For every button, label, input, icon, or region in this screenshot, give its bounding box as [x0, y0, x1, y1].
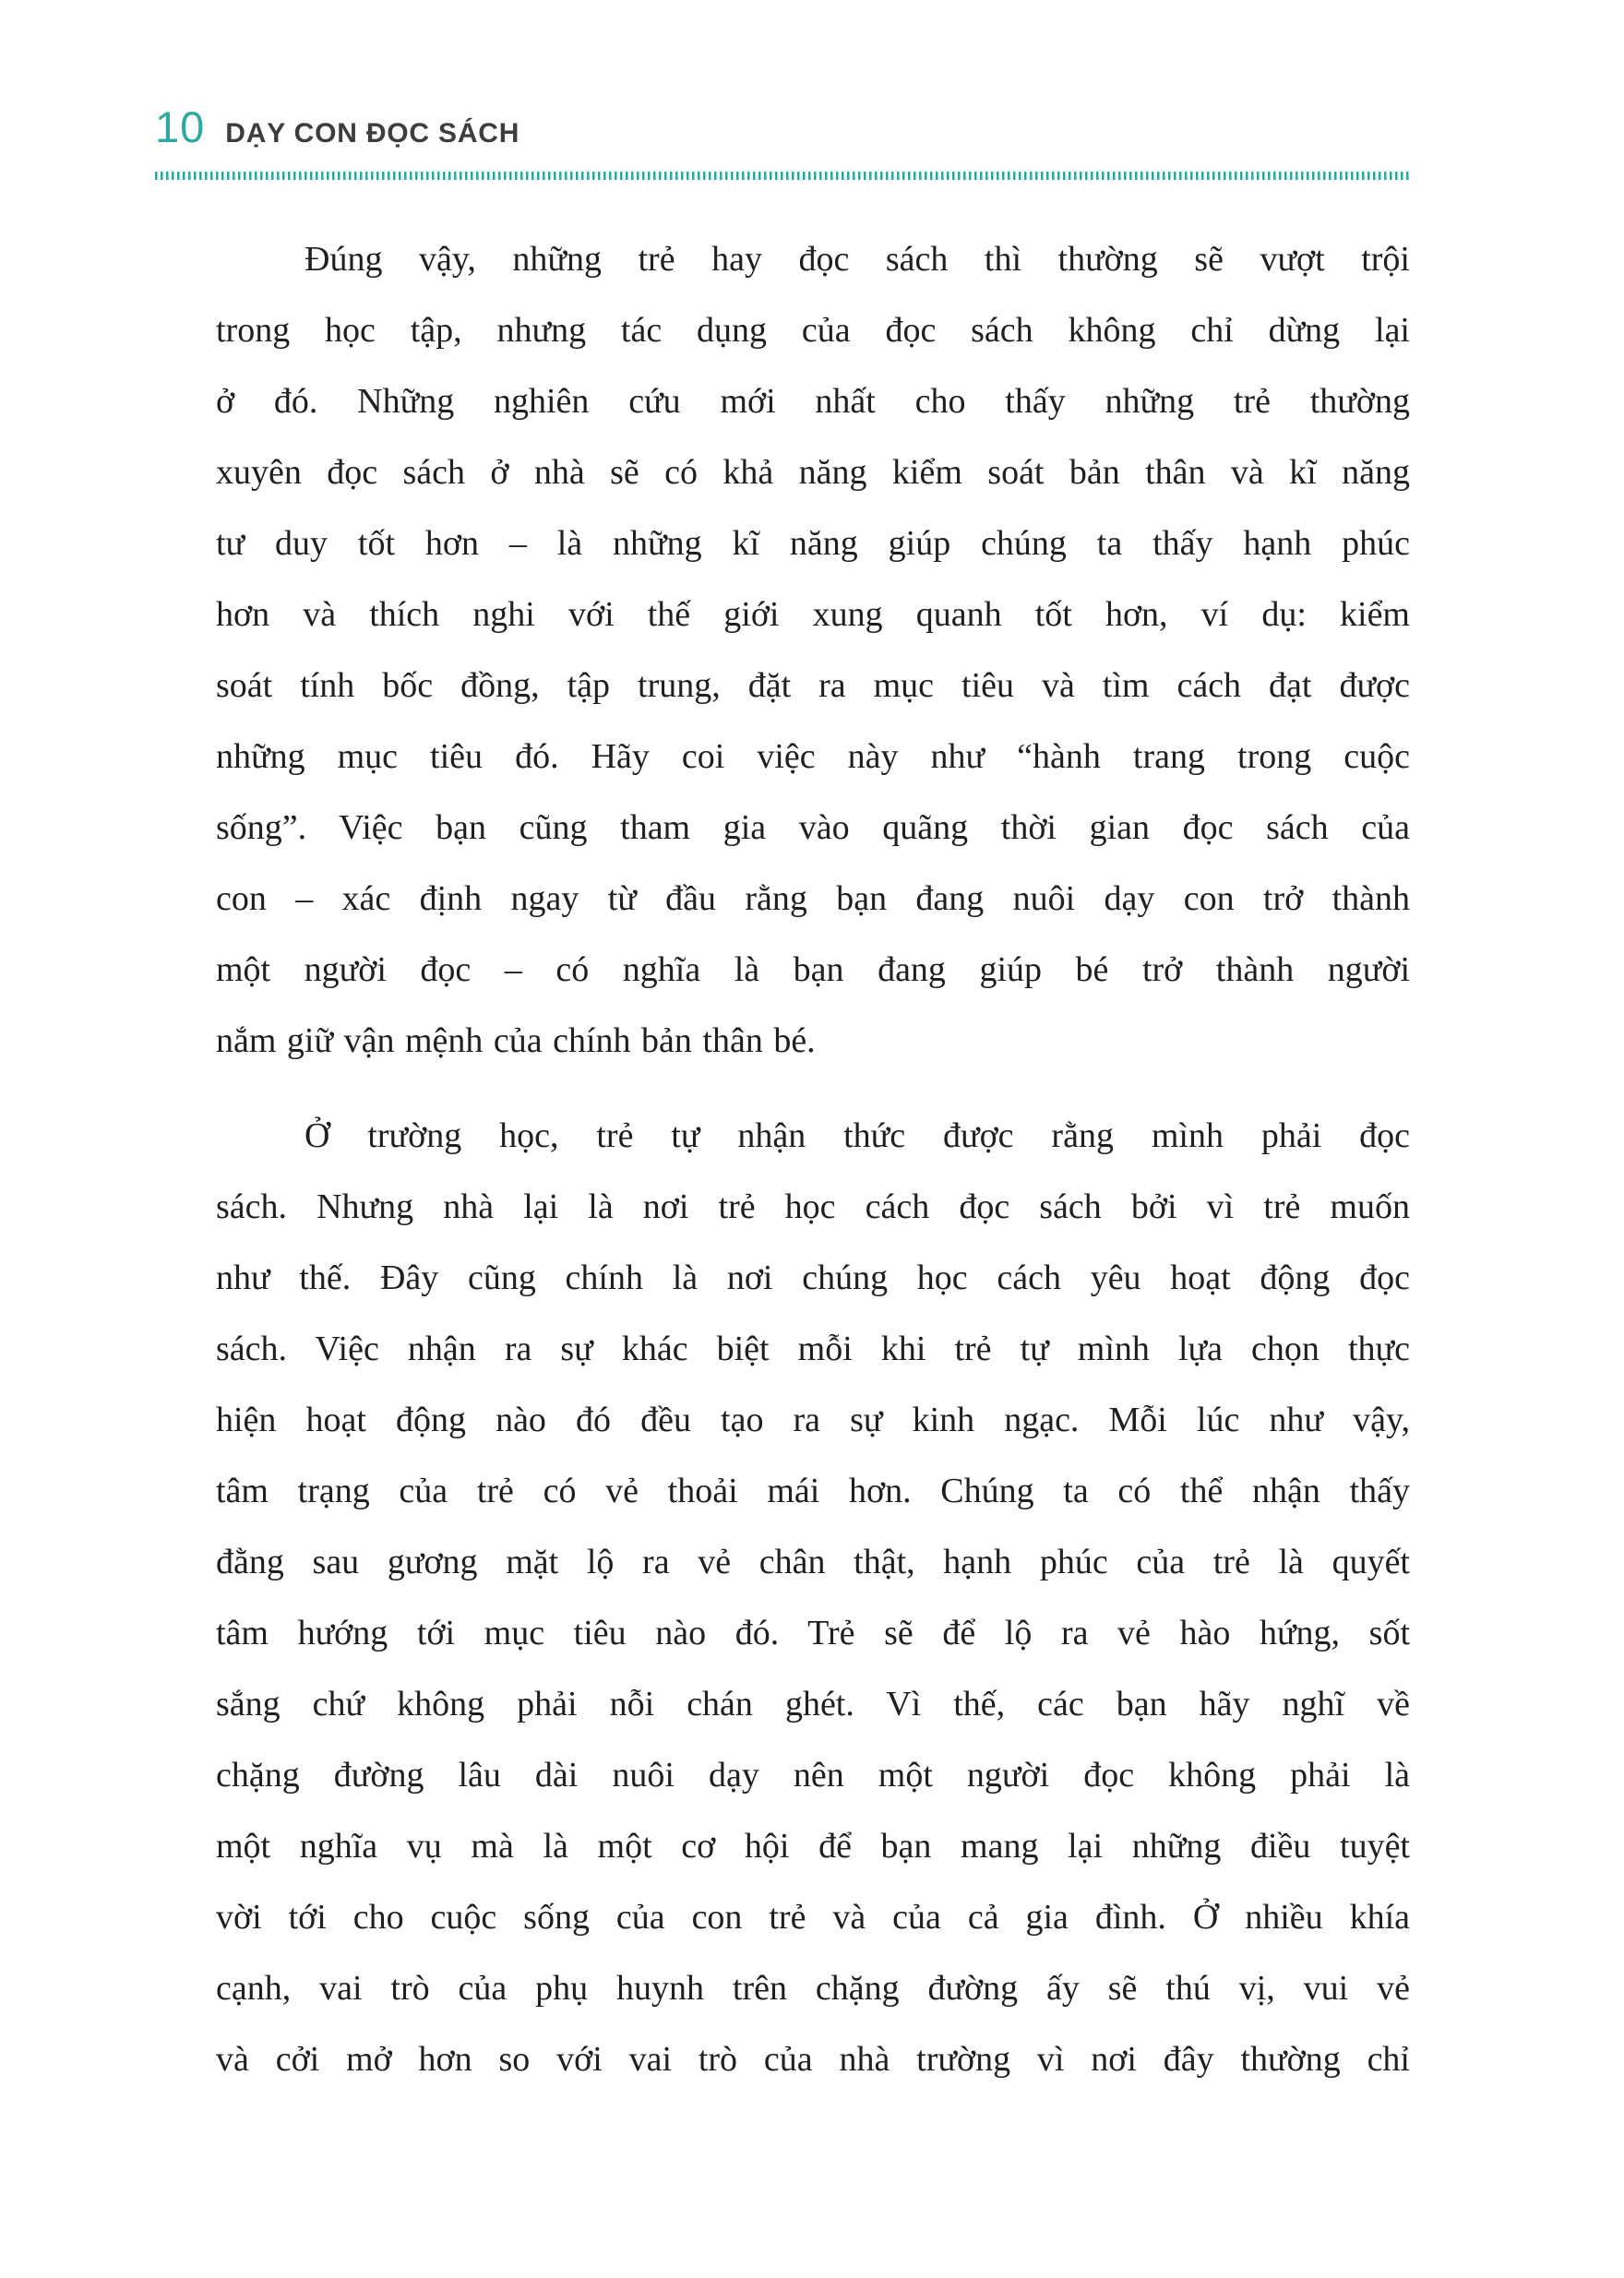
paragraph [216, 224, 1410, 1077]
text-line: Ở trường học, trẻ tự nhận thức được rằng mình phải đọc [304, 1116, 1410, 1155]
text-line: vời tới cho cuộc sống của con trẻ và của cả gia đình. Ở nhiều khía [216, 1898, 1410, 1937]
text-line: như thế. Đây cũng chính là nơi chúng học cách yêu hoạt động đọc [216, 1258, 1410, 1297]
text-line: trong học tập, nhưng tác dụng của đọc sách không chỉ dừng lại [216, 311, 1410, 350]
text-line: sách. Việc nhận ra sự khác biệt mỗi khi trẻ tự mình lựa chọn thực [216, 1330, 1410, 1368]
body-text [216, 224, 1410, 2095]
text-line: những mục tiêu đó. Hãy coi việc này như “hành trang trong cuộc [216, 737, 1410, 776]
text-line: hơn và thích nghi với thế giới xung quanh tốt hơn, ví dụ: kiểm [216, 595, 1410, 634]
header-rule-ticks [155, 172, 1410, 180]
text-line: chặng đường lâu dài nuôi dạy nên một người đọc không phải là [216, 1756, 1410, 1795]
text-line: tư duy tốt hơn – là những kĩ năng giúp chúng ta thấy hạnh phúc [216, 524, 1410, 563]
text-line: cạnh, vai trò của phụ huynh trên chặng đường ấy sẽ thú vị, vui vẻ [216, 1969, 1410, 2008]
text-line: một người đọc – có nghĩa là bạn đang giúp bé trở thành người [216, 950, 1410, 989]
page-number: 10 [155, 102, 206, 151]
text-line: sắng chứ không phải nỗi chán ghét. Vì thế, các bạn hãy nghĩ về [216, 1685, 1410, 1723]
text-line: ở đó. Những nghiên cứu mới nhất cho thấy những trẻ thường [216, 382, 1410, 421]
text-line: sách. Nhưng nhà lại là nơi trẻ học cách đọc sách bởi vì trẻ muốn [216, 1187, 1410, 1226]
text-line: tâm trạng của trẻ có vẻ thoải mái hơn. Chúng ta có thể nhận thấy [216, 1472, 1410, 1510]
text-line: nắm giữ vận mệnh của chính bản thân bé. [216, 1021, 816, 1060]
text-line: một nghĩa vụ mà là một cơ hội để bạn mang lại những điều tuyệt [216, 1827, 1410, 1866]
text-line: hiện hoạt động nào đó đều tạo ra sự kinh ngạc. Mỗi lúc như vậy, [216, 1401, 1410, 1439]
book-title: DẠY CON ĐỌC SÁCH [225, 118, 520, 149]
text-line: và cởi mở hơn so với vai trò của nhà trường vì nơi đây thường chỉ [216, 2040, 1410, 2079]
text-line: đằng sau gương mặt lộ ra vẻ chân thật, hạnh phúc của trẻ là quyết [216, 1543, 1410, 1581]
page-header [155, 103, 1410, 180]
text-line: soát tính bốc đồng, tập trung, đặt ra mục tiêu và tìm cách đạt được [216, 666, 1410, 705]
text-line: sống”. Việc bạn cũng tham gia vào quãng thời gian đọc sách của [216, 808, 1410, 847]
text-line: tâm hướng tới mục tiêu nào đó. Trẻ sẽ để lộ ra vẻ hào hứng, sốt [216, 1614, 1410, 1652]
paragraph [216, 1101, 1410, 2095]
text-line: Đúng vậy, những trẻ hay đọc sách thì thường sẽ vượt trội [304, 240, 1410, 279]
running-head [155, 103, 1410, 162]
text-line: con – xác định ngay từ đầu rằng bạn đang nuôi dạy con trở thành [216, 879, 1410, 918]
text-line: xuyên đọc sách ở nhà sẽ có khả năng kiểm soát bản thân và kĩ năng [216, 453, 1410, 492]
